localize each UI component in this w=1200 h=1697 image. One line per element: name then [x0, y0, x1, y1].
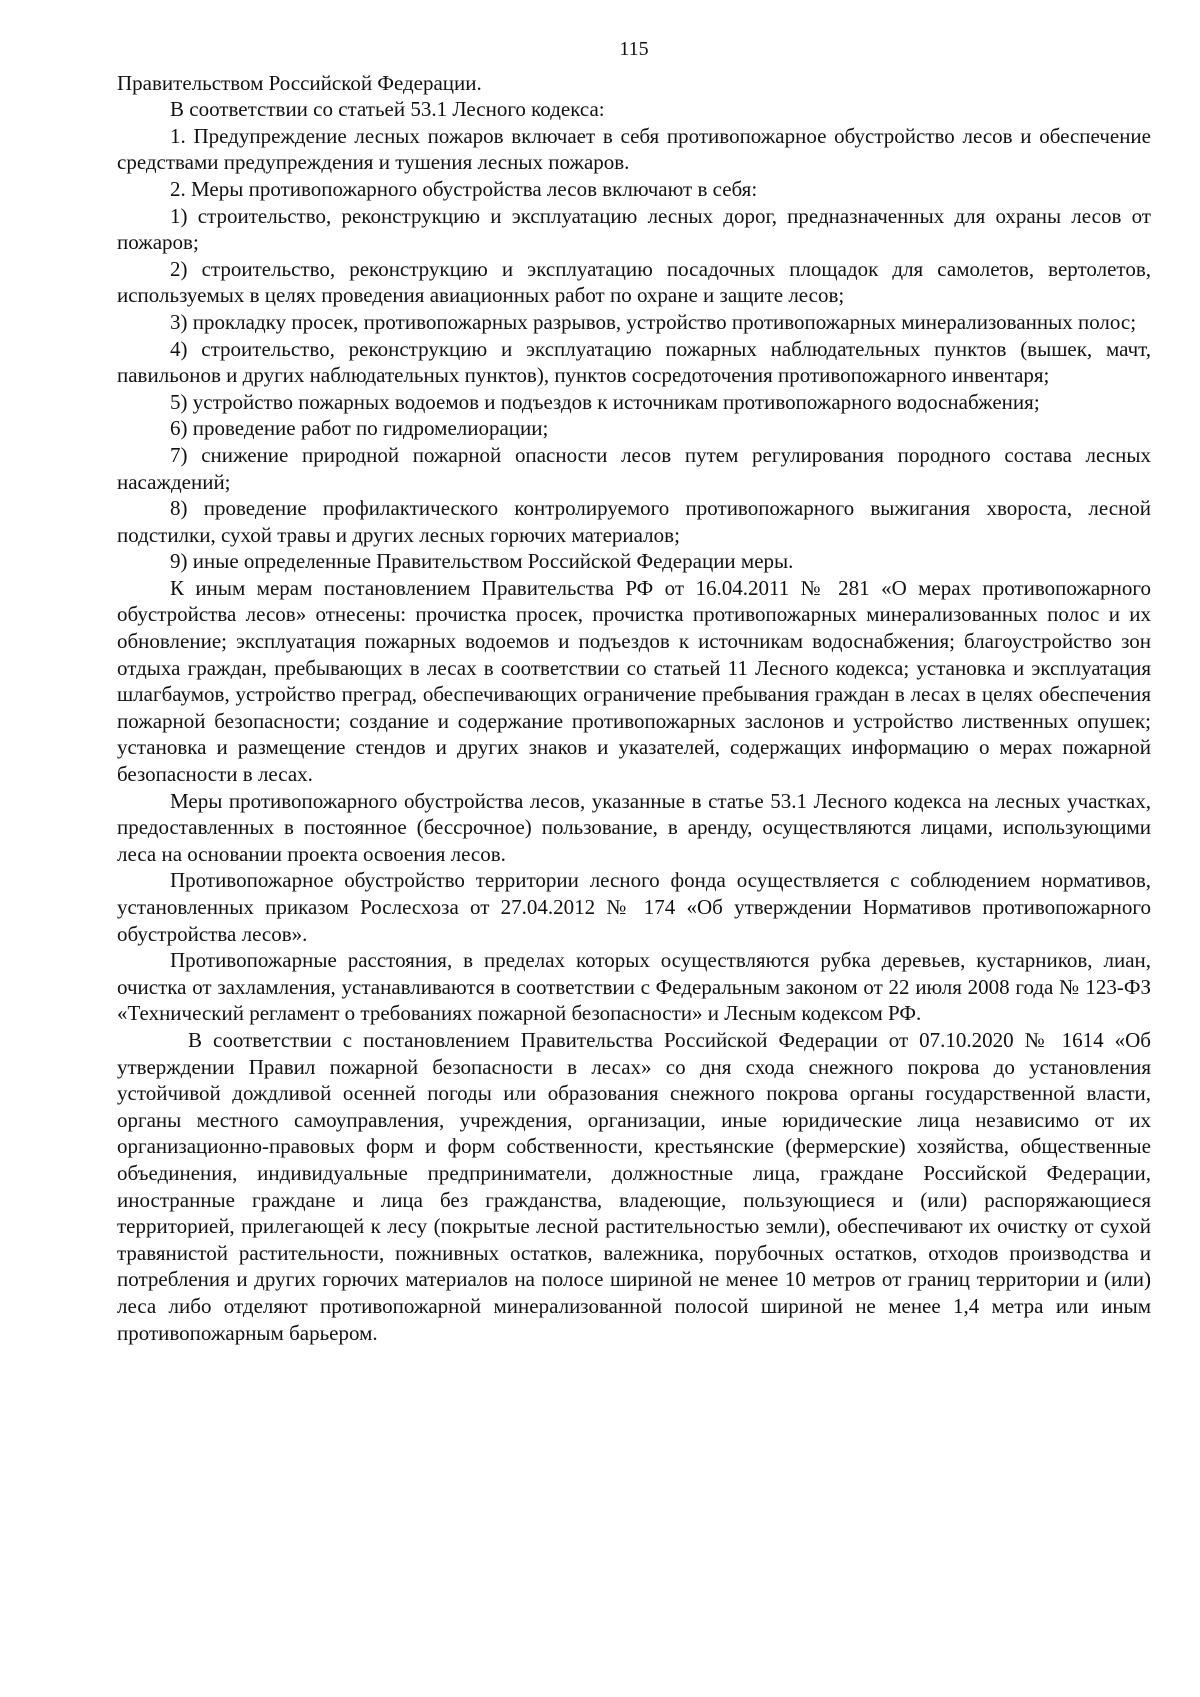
paragraph-article-reference: В соответствии со статьей 53.1 Лесного кодекса:: [170, 97, 605, 122]
paragraph-item-1: 1. Предупреждение лесных пожаров включает в себя противопожарное обустройство лесов и обеспечение средствами предупреждения и тушения лесных пожаров.: [117, 123, 1151, 175]
list-item-9: 9) иные определенные Правительством Российской Федерации меры.: [170, 549, 794, 574]
paragraph-distances: Противопожарные расстояния, в пределах которых осуществляются рубка деревьев, кустарников, лиан, очистка от захламления, устанавливаются в соответствии с Федеральным законом от 22 июля 2008 года № 123-ФЗ «Технический регламент о требованиях пожарной безопасности» и Лесным кодексом РФ.: [117, 948, 1151, 1026]
paragraph-lease-measures: Меры противопожарного обустройства лесов, указанные в статье 53.1 Лесного кодекса на лесных участках, предоставленных в постоянное (бессрочное) пользование, в аренду, осуществляются лицами, использующими леса на основании проекта освоения лесов.: [117, 788, 1151, 866]
list-item-1: 1) строительство, реконструкцию и эксплуатацию лесных дорог, предназначенных для охраны лесов от пожаров;: [117, 203, 1151, 255]
list-item-7: 7) снижение природной пожарной опасности лесов путем регулирования породного состава лесных насаждений;: [117, 442, 1151, 494]
document-page: [117, 36, 1151, 1346]
list-item-4: 4) строительство, реконструкцию и эксплуатацию пожарных наблюдательных пунктов (вышек, мачт, павильонов и других наблюдательных пунктов), пунктов сосредоточения противопожарного инвентаря;: [117, 336, 1151, 388]
paragraph-other-measures: К иным мерам постановлением Правительства РФ от 16.04.2011 № 281 «О мерах противопожарного обустройства лесов» отнесены: прочистка просек, прочистка противопожарных минерализованных полос и их обновление; эксплуатация пожарных водоемов и подъездов к источникам водоснабжения; благоустройство зон отдыха граждан, пребывающих в лесах в соответствии со статьей 11 Лесного кодекса; установка и эксплуатация шлагбаумов, устройство преград, обеспечивающих ограничение пребывания граждан в лесах в целях обеспечения пожарной безопасности; создание и содержание противопожарных заслонов и устройство лиственных опушек; установка и размещение стендов и других знаков и указателей, содержащих информацию о мерах пожарной безопасности в лесах.: [117, 575, 1151, 787]
list-item-6: 6) проведение работ по гидромелиорации;: [170, 416, 549, 441]
list-item-3: 3) прокладку просек, противопожарных разрывов, устройство противопожарных минерализованных полос;: [170, 309, 1137, 334]
list-item-2: 2) строительство, реконструкцию и эксплуатацию посадочных площадок для самолетов, вертолетов, используемых в целях проведения авиационных работ по охране и защите лесов;: [117, 256, 1151, 308]
list-item-5: 5) устройство пожарных водоемов и подъездов к источникам противопожарного водоснабжения;: [170, 389, 1040, 414]
paragraph-item-2: 2. Меры противопожарного обустройства лесов включают в себя:: [170, 176, 758, 201]
paragraph-norms: Противопожарное обустройство территории лесного фонда осуществляется с соблюдением нормативов, установленных приказом Рослесхоза от 27.04.2012 № 174 «Об утверждении Нормативов противопожарного обустройства лесов».: [117, 868, 1151, 946]
page-number: 115: [619, 38, 649, 60]
paragraph-fire-rules: В соответствии с постановлением Правительства Российской Федерации от 07.10.2020 № 1614 «Об утверждении Правил пожарной безопасности в лесах» со дня схода снежного покрова до установления устойчивой дождливой осенней погоды или образования снежного покрова органы государственной власти, органы местного самоуправления, учреждения, организации, иные юридические лица независимо от их организационно-правовых форм и форм собственности, крестьянские (фермерские) хозяйства, общественные объединения, индивидуальные предприниматели, должностные лица, граждане Российской Федерации, иностранные граждане и лица без гражданства, владеющие, пользующиеся и (или) распоряжающиеся территорией, прилегающей к лесу (покрытые лесной растительностью земли), обеспечивают их очистку от сухой травянистой растительности, пожнивных остатков, валежника, порубочных остатков, отходов производства и потребления и других горючих материалов на полосе шириной не менее 10 метров от границ территории и (или) леса либо отделяют противопожарной минерализованной полосой шириной не менее 1,4 метра или иным противопожарным барьером.: [117, 1027, 1151, 1345]
paragraph-continuation: Правительством Российской Федерации.: [117, 70, 482, 95]
list-item-8: 8) проведение профилактического контролируемого противопожарного выжигания хвороста, лесной подстилки, сухой травы и других лесных горючих материалов;: [117, 496, 1151, 547]
